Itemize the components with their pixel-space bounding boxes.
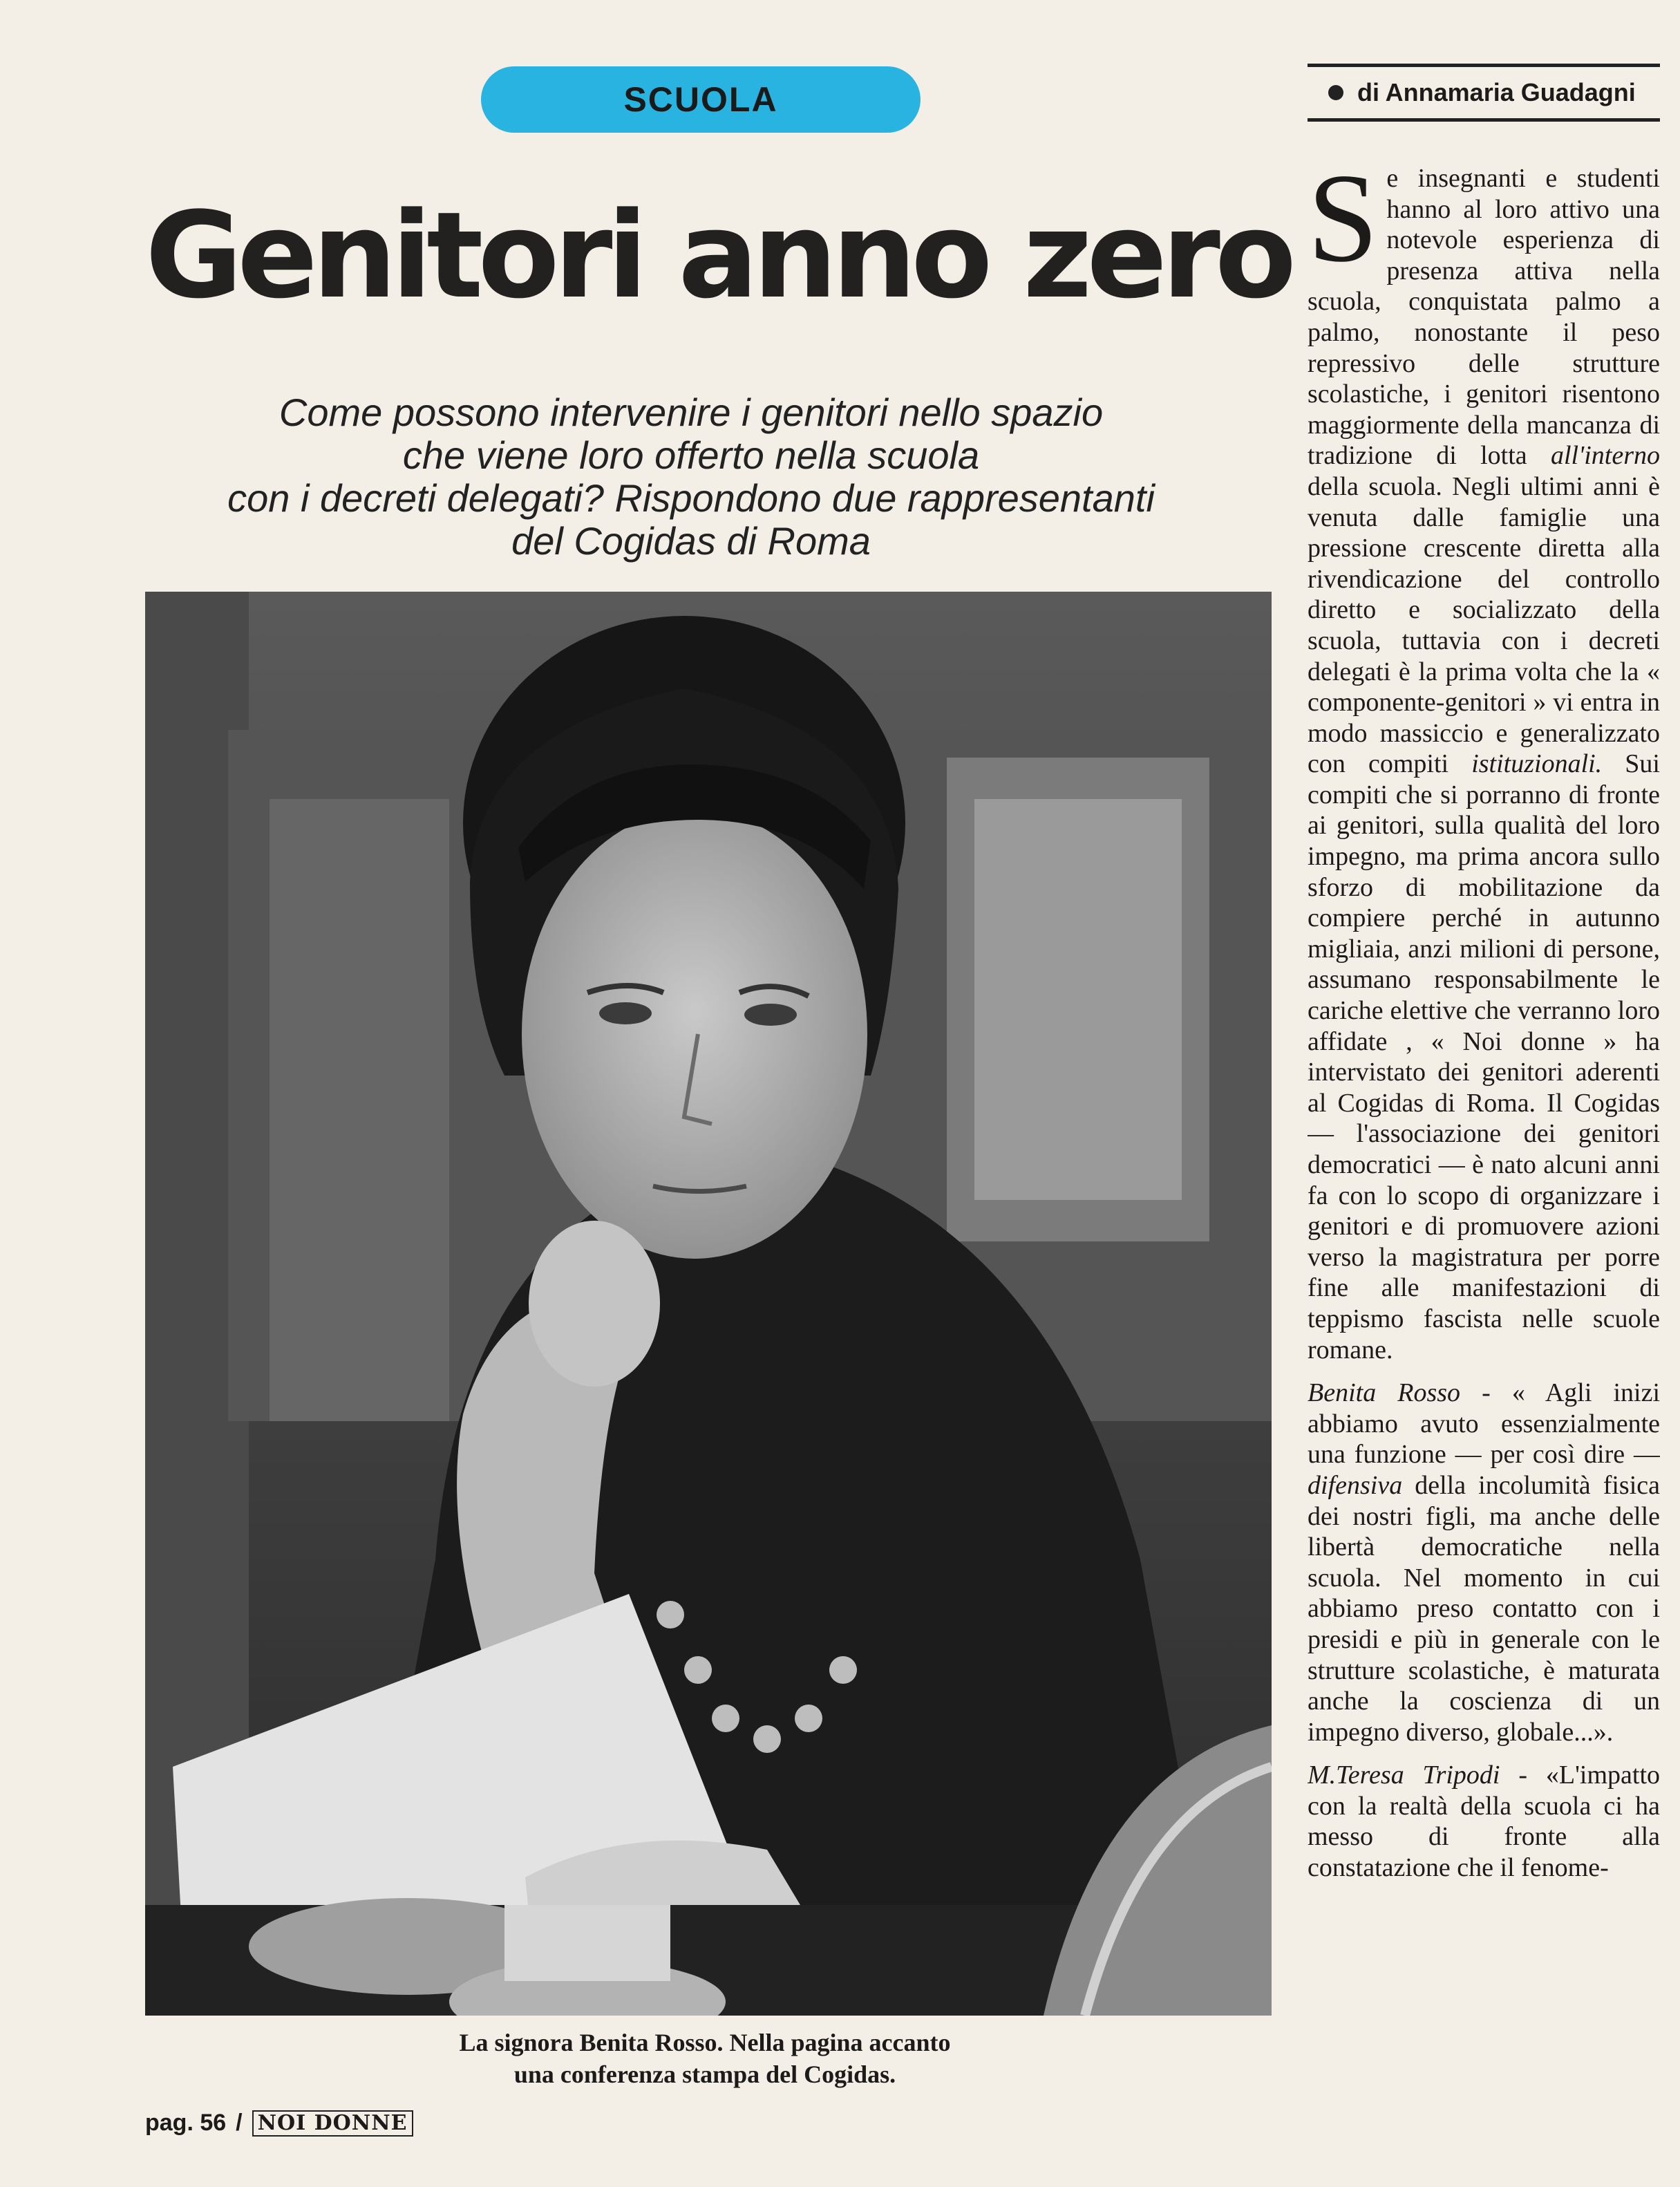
speaker-name: M.Teresa Tripodi bbox=[1308, 1761, 1500, 1790]
subtitle-line: con i decreti delegati? Rispondono due rappresentanti bbox=[227, 476, 1155, 520]
subtitle-line: del Cogidas di Roma bbox=[511, 519, 871, 563]
headline: Genitori anno zero bbox=[145, 186, 1292, 325]
author-name: di Annamaria Guadagni bbox=[1357, 78, 1636, 106]
bullet-icon bbox=[1328, 85, 1343, 100]
speaker-name: Benita Rosso bbox=[1308, 1378, 1461, 1408]
section-label: SCUOLA bbox=[481, 66, 921, 133]
subtitle-line: che viene loro offerto nella scuola bbox=[402, 433, 980, 477]
emphasis: istituzionali. bbox=[1471, 749, 1603, 779]
subtitle-line: Come possono intervenire i genitori nello spazio bbox=[279, 391, 1104, 434]
subtitle bbox=[145, 391, 1237, 563]
portrait-photo bbox=[145, 592, 1272, 2016]
article-paragraph bbox=[1308, 1378, 1660, 1747]
caption-line: La signora Benita Rosso. Nella pagina accanto bbox=[459, 2029, 951, 2056]
article-paragraph bbox=[1308, 163, 1660, 1365]
footer-separator: / bbox=[236, 2110, 243, 2136]
emphasis: all'interno bbox=[1550, 441, 1660, 471]
caption-line: una conferenza stampa del Cogidas. bbox=[513, 2061, 896, 2088]
magazine-logo: NOI DONNE bbox=[252, 2110, 413, 2137]
text-run: della incolumità fisica dei nostri figli, ma anche delle libertà democratiche nella scuola. Nel momento in cui abbiamo preso contatto con i presidi e più in generale con le strutture scolastiche, è maturata anche la coscienza di un impegno diverso, globale...». bbox=[1308, 1470, 1660, 1747]
text-run: e insegnanti e studenti hanno al loro attivo una notevole esperienza di presenza attiva nella scuola, conquistata palmo a palmo, nonostante il peso repressivo delle strutture scolastiche, i genitori risentono maggiormente della mancanza di tradizione di lotta bbox=[1308, 164, 1660, 471]
page-number: pag. 56 bbox=[145, 2110, 227, 2136]
text-run: Sui compiti che si porranno di fronte ai genitori, sulla qualità del loro impegno, ma prima ancora sullo sforzo di mobilitazione da compiere perché in autunno migliaia, anzi milioni di persone, assumano responsabilmente le cariche elettive che verranno loro affidate , « Noi donne » ha intervistato dei genitori aderenti al Cogidas di Roma. Il Cogidas — l'associazione dei genitori democratici — è nato alcuni anni fa con lo scopo di organizzare i genitori e di promuovere azioni verso la magistratura per porre fine alle manifestazioni di teppismo fascista nelle scuole romane. bbox=[1308, 749, 1660, 1364]
text-run: della scuola. Negli ultimi anni è venuta dalle famiglie una pressione crescente diretta alla rivendicazione del controllo diretto e socializzato della scuola, tuttavia con i decreti delegati è la prima volta che la « componente-genitori » vi entra in modo massiccio e generalizzato con compiti bbox=[1308, 471, 1660, 779]
drop-cap: S bbox=[1308, 163, 1379, 288]
page-footer bbox=[145, 2110, 413, 2137]
portrait-photo-illustration bbox=[145, 592, 1272, 2016]
photo-caption bbox=[290, 2027, 1120, 2090]
byline bbox=[1308, 64, 1660, 122]
article-paragraph bbox=[1308, 1760, 1660, 1883]
article-body bbox=[1308, 163, 1660, 2057]
text-run: - «L'impatto con la realtà della scuola ci ha messo di fronte alla constatazione che il fenome- bbox=[1308, 1761, 1660, 1883]
emphasis: difensiva bbox=[1308, 1470, 1403, 1500]
text-run: - « Agli inizi abbiamo avuto essenzialmente una funzione — per così dire — bbox=[1308, 1378, 1660, 1470]
